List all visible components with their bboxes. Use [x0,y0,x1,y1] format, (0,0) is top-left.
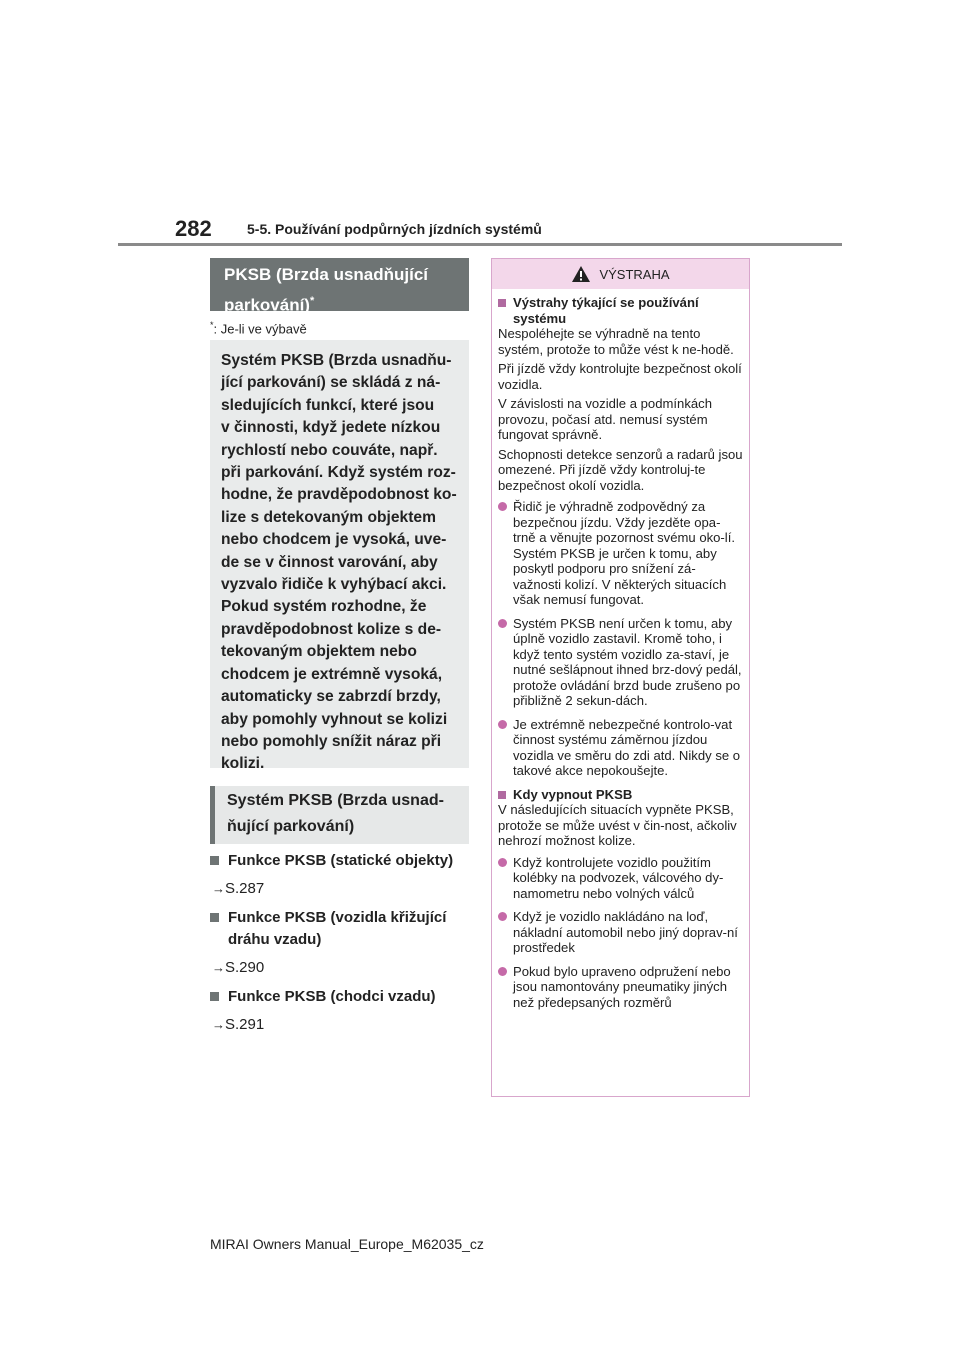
intro-line: hodne, že pravděpodobnost ko- [221,486,457,504]
warning-bullet-text: Když kontrolujete vozidlo použitím kolébky na podvozek, válcového dy-namometru nebo volných válců [513,854,724,901]
square-bullet-icon [498,791,506,799]
system-heading [210,786,469,844]
warning-title: VÝSTRAHA [599,266,670,282]
intro-line: kolizi. [221,755,265,773]
feature-title-text: Funkce PKSB (vozidla křižující dráhu vzadu) [228,909,447,948]
warning-box [491,258,750,1097]
page-reference[interactable] [210,959,472,976]
pksb-heading [210,258,469,315]
warning-paragraph: Nespoléhejte se výhradně na tento systém, protože to může vést k ne-hodě. [498,326,734,357]
intro-line: pravděpodobnost kolize s de- [221,620,442,638]
warning-subheading-text: Výstrahy týkající se používání systému [513,295,699,326]
footer-text: MIRAI Owners Manual_Europe_M62035_cz [210,1236,484,1252]
intro-line: jící parkování) se skládá z ná- [221,374,441,392]
warning-header [492,259,749,289]
intro-line: chodcem je extrémně vysoká, [221,665,443,683]
arrow-right-icon: → [212,960,225,975]
warning-bullet [498,616,743,709]
circle-bullet-icon [498,619,507,628]
arrow-right-icon: → [212,881,225,896]
intro-line: aby pomohly vyhnout se kolizi [221,710,448,728]
intro-line: tekovaným objektem nebo [221,643,417,661]
system-heading-line: ňující parkování) [227,818,355,835]
square-bullet-icon [498,299,506,307]
feature-title-text: Funkce PKSB (statické objekty) [228,852,454,869]
square-bullet-icon [210,913,219,922]
footnote-text: : Je-li ve výbavě [213,321,307,337]
warning-bullet [498,499,743,608]
warning-bullet-text: Je extrémně nebezpečné kontrolo-vat činnost systému záměrnou jízdou vozidla ve směru do zdi atd. Nikdy se o takové akce nepokoušejte. [513,716,741,778]
feature-title [210,986,472,1008]
warning-block [498,295,743,493]
warning-bullet-text: Pokud bylo upraveno odpružení nebo jsou namontovány pneumatiky jiných než předepsaných rozměrů [513,963,731,1010]
warning-body [492,289,749,1010]
page-reference-text: S.291 [225,1016,265,1033]
feature-list [210,850,472,1043]
arrow-right-icon: → [212,1017,225,1032]
warning-subheading [498,787,743,803]
warning-block [498,787,743,849]
intro-box [210,340,469,773]
feature-title [210,850,472,872]
system-heading-line: Systém PKSB (Brzda usnad- [227,792,444,809]
intro-line: Pokud systém rozhodne, že [221,598,427,616]
warning-bullet [498,855,743,902]
warning-paragraph: Schopnosti detekce senzorů a radarů jsou omezené. Při jízdě vždy kontroluj-te bezpečnost okolí vozidla. [498,446,743,493]
pksb-heading-text: PKSB (Brzda usnadňující parkování) [224,265,429,315]
warning-bullet-text: Systém PKSB není určen k tomu, aby úplně vozidlo zastavil. Kromě toho, i když tento systém vozidlo za-staví, je nutné sešlápnout ihned brz-dový pedál, protože ovládání brzd bude zrušeno po přibližně 2 sekun-dách. [513,615,742,708]
feature-item [210,907,472,976]
page-reference[interactable] [210,880,472,897]
page-reference-text: S.290 [225,959,265,976]
intro-line: automaticky se zabrzdí brzdy, [221,688,441,706]
circle-bullet-icon [498,858,507,867]
feature-item [210,986,472,1033]
circle-bullet-icon [498,912,507,921]
page-reference[interactable] [210,1016,472,1033]
intro-line: při parkování. Když systém roz- [221,464,456,482]
circle-bullet-icon [498,720,507,729]
warning-subheading-text: Kdy vypnout PKSB [513,786,633,802]
intro-line: nebo chodcem je vysoká, uve- [221,531,447,549]
footnote-asterisk: * [210,320,214,330]
intro-line: lize s detekovaným objektem [221,508,436,526]
circle-bullet-icon [498,967,507,976]
warning-paragraph: V následujících situacích vypněte PKSB, protože se může uvést v čin-nost, ačkoliv nehrozí možnost kolize. [498,802,737,848]
warning-bullet-text: Když je vozidlo nakládáno na loď, nákladní automobil nebo jiný doprav-ní prostředek [513,909,738,955]
intro-line: vyzvalo řidiče k vyhýbací akci. [221,576,447,594]
intro-line: rychlostí nebo couváte, např. [221,441,438,459]
warning-triangle-icon [571,265,591,283]
intro-line: sledujících funkcí, které jsou [221,396,435,414]
circle-bullet-icon [498,502,507,511]
warning-bullet [498,909,743,956]
warning-paragraph: Při jízdě vždy kontrolujte bezpečnost okolí vozidla. [498,361,742,392]
page-reference-text: S.287 [225,880,265,897]
square-bullet-icon [210,992,219,1001]
header-divider [118,243,842,246]
intro-line: nebo pomohly snížit náraz při [221,732,442,750]
warning-bullet [498,964,743,1011]
section-title: 5-5. Používání podpůrných jízdních systémů [247,221,542,237]
warning-paragraph: V závislosti na vozidle a podmínkách provozu, počasí atd. nemusí systém fungovat správně. [498,396,712,442]
intro-line: Systém PKSB (Brzda usnadňu- [221,352,452,369]
page-number: 282 [175,216,212,241]
warning-bullet-text: Řidič je výhradně zodpovědný za bezpečnou jízdu. Vždy jezděte opa-trně a věnujte pozornost svému oko-lí. Systém PKSB je určen k tomu, aby poskytl podporu pro snížení zá-važnosti kolizí. V některých situacích však nemusí fungovat. [513,499,735,607]
square-bullet-icon [210,856,219,865]
feature-title-text: Funkce PKSB (chodci vzadu) [228,988,436,1005]
intro-line: de se v činnost varování, aby [221,553,438,571]
intro-line: v činnosti, když jedete nízkou [221,419,441,437]
pksb-heading-asterisk: * [309,295,315,307]
feature-item [210,850,472,897]
feature-title [210,907,472,951]
equipment-footnote [210,320,307,336]
warning-subheading [498,295,743,326]
warning-bullet [498,717,743,779]
